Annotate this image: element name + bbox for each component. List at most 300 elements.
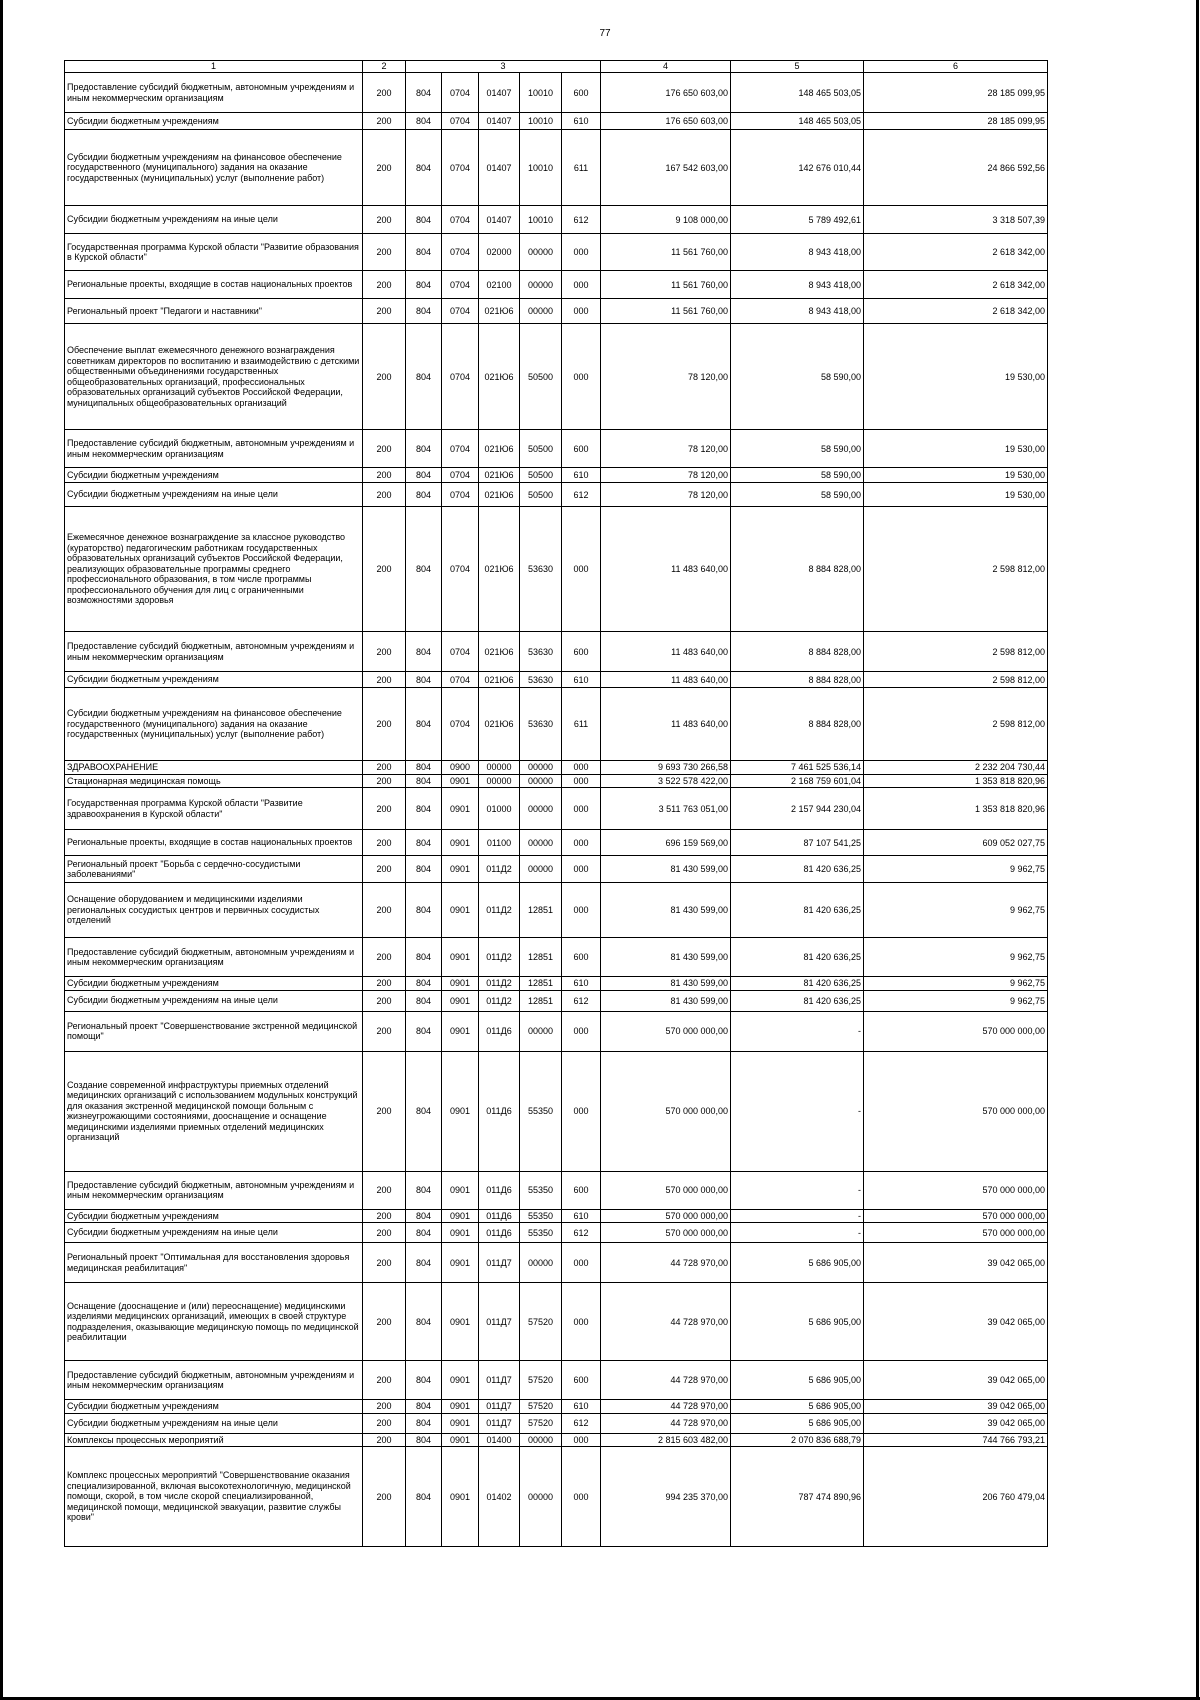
header-cell: 5 — [731, 61, 864, 73]
value-cell: 39 042 065,00 — [864, 1283, 1048, 1361]
code-cell: 200 — [363, 761, 406, 775]
code-cell: 021Ю6 — [479, 468, 520, 483]
code-cell: 01407 — [479, 206, 520, 234]
code-cell: 200 — [363, 938, 406, 977]
code-cell: 0704 — [442, 324, 479, 430]
row-name: Субсидии бюджетным учреждениям на иные цели — [65, 1413, 363, 1433]
value-cell: 11 561 760,00 — [601, 299, 731, 324]
code-cell: 0901 — [442, 1223, 479, 1243]
code-cell: 200 — [363, 206, 406, 234]
table-row — [65, 1433, 1048, 1447]
code-cell: 011Д6 — [479, 1209, 520, 1223]
table-row — [65, 672, 1048, 688]
code-cell: 57520 — [520, 1413, 562, 1433]
code-cell: 00000 — [520, 299, 562, 324]
code-cell: 600 — [562, 1171, 601, 1209]
code-cell: 0704 — [442, 113, 479, 130]
table-row — [65, 883, 1048, 938]
value-cell: 19 530,00 — [864, 430, 1048, 468]
row-name: Стационарная медицинская помощь — [65, 774, 363, 788]
value-cell: 81 430 599,00 — [601, 977, 731, 991]
code-cell: 000 — [562, 774, 601, 788]
value-cell: 44 728 970,00 — [601, 1400, 731, 1414]
table-row — [65, 1447, 1048, 1547]
code-cell: 01100 — [479, 830, 520, 856]
code-cell: 0704 — [442, 130, 479, 206]
code-cell: 804 — [406, 234, 442, 271]
value-cell: 44 728 970,00 — [601, 1283, 731, 1361]
value-cell: 58 590,00 — [731, 483, 864, 507]
value-cell: 81 430 599,00 — [601, 856, 731, 883]
code-cell: 200 — [363, 830, 406, 856]
table-row — [65, 130, 1048, 206]
value-cell: 78 120,00 — [601, 468, 731, 483]
code-cell: 00000 — [520, 830, 562, 856]
code-cell: 804 — [406, 883, 442, 938]
code-cell: 12851 — [520, 990, 562, 1011]
value-cell: 1 353 818 820,96 — [864, 774, 1048, 788]
code-cell: 000 — [562, 1283, 601, 1361]
value-cell: 8 884 828,00 — [731, 507, 864, 632]
code-cell: 200 — [363, 1051, 406, 1171]
code-cell: 804 — [406, 507, 442, 632]
code-cell: 200 — [363, 1209, 406, 1223]
header-cell: 6 — [864, 61, 1048, 73]
value-cell: 2 598 812,00 — [864, 632, 1048, 672]
code-cell: 53630 — [520, 632, 562, 672]
code-cell: 011Д2 — [479, 856, 520, 883]
value-cell: 744 766 793,21 — [864, 1433, 1048, 1447]
code-cell: 0901 — [442, 1413, 479, 1433]
code-cell: 200 — [363, 1400, 406, 1414]
value-cell: 2 598 812,00 — [864, 672, 1048, 688]
row-name: Субсидии бюджетным учреждениям на иные цели — [65, 483, 363, 507]
value-cell: 176 650 603,00 — [601, 73, 731, 113]
header-cell: 1 — [65, 61, 363, 73]
value-cell: 39 042 065,00 — [864, 1361, 1048, 1400]
table-row — [65, 206, 1048, 234]
value-cell: 81 430 599,00 — [601, 990, 731, 1011]
value-cell: 39 042 065,00 — [864, 1413, 1048, 1433]
row-name: Ежемесячное денежное вознаграждение за классное руководство (кураторство) педагогическим работникам государственных образовательных организаций субъектов Российской Федерации, реализующих образовательные программы среднего профессионального образования, в том числе программы профессионального обучения для лиц с ограниченными возможностями здоровья — [65, 507, 363, 632]
code-cell: 000 — [562, 507, 601, 632]
code-cell: 021Ю6 — [479, 688, 520, 761]
value-cell: 570 000 000,00 — [864, 1223, 1048, 1243]
code-cell: 000 — [562, 788, 601, 830]
code-cell: 610 — [562, 1209, 601, 1223]
value-cell: 5 686 905,00 — [731, 1413, 864, 1433]
code-cell: 0901 — [442, 1283, 479, 1361]
code-cell: 804 — [406, 299, 442, 324]
table-row — [65, 430, 1048, 468]
code-cell: 011Д6 — [479, 1051, 520, 1171]
code-cell: 804 — [406, 990, 442, 1011]
value-cell: 28 185 099,95 — [864, 113, 1048, 130]
row-name: Оснащение (дооснащение и (или) переоснащение) медицинскими изделиями медицинских организаций, имеющих в своей структуре подразделения, оказывающие медицинскую помощь по медицинской реабилитации — [65, 1283, 363, 1361]
code-cell: 00000 — [479, 761, 520, 775]
table-row — [65, 1171, 1048, 1209]
table-row — [65, 1223, 1048, 1243]
value-cell: 9 962,75 — [864, 856, 1048, 883]
code-cell: 804 — [406, 856, 442, 883]
code-cell: 200 — [363, 1243, 406, 1283]
code-cell: 200 — [363, 113, 406, 130]
code-cell: 804 — [406, 206, 442, 234]
code-cell: 804 — [406, 761, 442, 775]
value-cell: 609 052 027,75 — [864, 830, 1048, 856]
row-name: ЗДРАВООХРАНЕНИЕ — [65, 761, 363, 775]
code-cell: 200 — [363, 483, 406, 507]
code-cell: 200 — [363, 632, 406, 672]
code-cell: 011Д6 — [479, 1223, 520, 1243]
code-cell: 0704 — [442, 430, 479, 468]
row-name: Предоставление субсидий бюджетным, автономным учреждениям и иным некоммерческим организациям — [65, 938, 363, 977]
code-cell: 612 — [562, 990, 601, 1011]
value-cell: 148 465 503,05 — [731, 113, 864, 130]
header-cell: 3 — [406, 61, 601, 73]
value-cell: 44 728 970,00 — [601, 1243, 731, 1283]
code-cell: 804 — [406, 1361, 442, 1400]
code-cell: 01407 — [479, 113, 520, 130]
code-cell: 01402 — [479, 1447, 520, 1547]
value-cell: 570 000 000,00 — [864, 1051, 1048, 1171]
table-row — [65, 632, 1048, 672]
value-cell: - — [731, 1051, 864, 1171]
code-cell: 200 — [363, 1447, 406, 1547]
value-cell: 58 590,00 — [731, 468, 864, 483]
value-cell: 570 000 000,00 — [601, 1171, 731, 1209]
code-cell: 200 — [363, 271, 406, 299]
value-cell: 3 318 507,39 — [864, 206, 1048, 234]
code-cell: 12851 — [520, 883, 562, 938]
code-cell: 600 — [562, 632, 601, 672]
code-cell: 610 — [562, 1400, 601, 1414]
code-cell: 804 — [406, 430, 442, 468]
code-cell: 804 — [406, 1413, 442, 1433]
value-cell: 81 420 636,25 — [731, 856, 864, 883]
row-name: Субсидии бюджетным учреждениям на финансовое обеспечение государственного (муниципального) задания на оказание государственных (муниципальных) услуг (выполнение работ) — [65, 130, 363, 206]
value-cell: 142 676 010,44 — [731, 130, 864, 206]
value-cell: 2 157 944 230,04 — [731, 788, 864, 830]
code-cell: 200 — [363, 299, 406, 324]
code-cell: 011Д7 — [479, 1283, 520, 1361]
value-cell: 696 159 569,00 — [601, 830, 731, 856]
code-cell: 53630 — [520, 672, 562, 688]
value-cell: 2 815 603 482,00 — [601, 1433, 731, 1447]
code-cell: 804 — [406, 73, 442, 113]
code-cell: 611 — [562, 688, 601, 761]
value-cell: 1 353 818 820,96 — [864, 788, 1048, 830]
table-row — [65, 761, 1048, 775]
code-cell: 0901 — [442, 938, 479, 977]
code-cell: 804 — [406, 1433, 442, 1447]
code-cell: 000 — [562, 1433, 601, 1447]
value-cell: 2 598 812,00 — [864, 688, 1048, 761]
value-cell: 176 650 603,00 — [601, 113, 731, 130]
code-cell: 0704 — [442, 299, 479, 324]
value-cell: 7 461 525 536,14 — [731, 761, 864, 775]
value-cell: 9 108 000,00 — [601, 206, 731, 234]
value-cell: 19 530,00 — [864, 483, 1048, 507]
table-body — [65, 73, 1048, 1547]
code-cell: 200 — [363, 977, 406, 991]
code-cell: 0704 — [442, 483, 479, 507]
code-cell: 0900 — [442, 761, 479, 775]
code-cell: 10010 — [520, 130, 562, 206]
row-name: Региональные проекты, входящие в состав национальных проектов — [65, 830, 363, 856]
code-cell: 00000 — [479, 774, 520, 788]
table-row — [65, 688, 1048, 761]
value-cell: 9 962,75 — [864, 883, 1048, 938]
code-cell: 0901 — [442, 1433, 479, 1447]
code-cell: 200 — [363, 1413, 406, 1433]
value-cell: - — [731, 1209, 864, 1223]
code-cell: 804 — [406, 1243, 442, 1283]
value-cell: 58 590,00 — [731, 430, 864, 468]
code-cell: 00000 — [520, 271, 562, 299]
table-row — [65, 113, 1048, 130]
code-cell: 0901 — [442, 1361, 479, 1400]
code-cell: 804 — [406, 483, 442, 507]
code-cell: 804 — [406, 1209, 442, 1223]
code-cell: 200 — [363, 1361, 406, 1400]
row-name: Региональный проект "Борьба с сердечно-сосудистыми заболеваниями" — [65, 856, 363, 883]
value-cell: 570 000 000,00 — [864, 1209, 1048, 1223]
code-cell: 804 — [406, 830, 442, 856]
code-cell: 02100 — [479, 271, 520, 299]
value-cell: - — [731, 1011, 864, 1051]
code-cell: 804 — [406, 271, 442, 299]
value-cell: 570 000 000,00 — [864, 1011, 1048, 1051]
code-cell: 200 — [363, 990, 406, 1011]
code-cell: 200 — [363, 507, 406, 632]
code-cell: 55350 — [520, 1171, 562, 1209]
code-cell: 600 — [562, 430, 601, 468]
value-cell: 81 420 636,25 — [731, 977, 864, 991]
table-row — [65, 1413, 1048, 1433]
table-row — [65, 324, 1048, 430]
code-cell: 804 — [406, 324, 442, 430]
code-cell: 610 — [562, 977, 601, 991]
code-cell: 200 — [363, 1171, 406, 1209]
row-name: Субсидии бюджетным учреждениям — [65, 977, 363, 991]
budget-table — [64, 60, 1048, 1547]
value-cell: 81 420 636,25 — [731, 990, 864, 1011]
table-row — [65, 990, 1048, 1011]
value-cell: 570 000 000,00 — [601, 1051, 731, 1171]
table-row — [65, 1243, 1048, 1283]
value-cell: 44 728 970,00 — [601, 1361, 731, 1400]
code-cell: 000 — [562, 234, 601, 271]
code-cell: 804 — [406, 688, 442, 761]
code-cell: 02000 — [479, 234, 520, 271]
row-name: Субсидии бюджетным учреждениям — [65, 672, 363, 688]
value-cell: 8 943 418,00 — [731, 271, 864, 299]
row-name: Региональный проект "Совершенствование экстренной медицинской помощи" — [65, 1011, 363, 1051]
value-cell: 2 232 204 730,44 — [864, 761, 1048, 775]
code-cell: 611 — [562, 130, 601, 206]
value-cell: 9 693 730 266,58 — [601, 761, 731, 775]
code-cell: 0901 — [442, 1171, 479, 1209]
row-name: Комплексы процессных мероприятий — [65, 1433, 363, 1447]
code-cell: 0704 — [442, 507, 479, 632]
header-row — [65, 61, 1048, 73]
page-number: 77 — [599, 28, 611, 39]
value-cell: 2 618 342,00 — [864, 271, 1048, 299]
value-cell: 8 943 418,00 — [731, 299, 864, 324]
value-cell: 994 235 370,00 — [601, 1447, 731, 1547]
value-cell: 8 884 828,00 — [731, 632, 864, 672]
code-cell: 804 — [406, 1051, 442, 1171]
code-cell: 00000 — [520, 761, 562, 775]
code-cell: 021Ю6 — [479, 672, 520, 688]
code-cell: 0704 — [442, 206, 479, 234]
value-cell: 81 430 599,00 — [601, 883, 731, 938]
value-cell: 2 598 812,00 — [864, 507, 1048, 632]
table-row — [65, 73, 1048, 113]
value-cell: 78 120,00 — [601, 324, 731, 430]
value-cell: 5 686 905,00 — [731, 1283, 864, 1361]
value-cell: 570 000 000,00 — [601, 1209, 731, 1223]
code-cell: 200 — [363, 1223, 406, 1243]
value-cell: 5 686 905,00 — [731, 1243, 864, 1283]
code-cell: 000 — [562, 1011, 601, 1051]
code-cell: 57520 — [520, 1400, 562, 1414]
code-cell: 10010 — [520, 73, 562, 113]
code-cell: 804 — [406, 1223, 442, 1243]
code-cell: 50500 — [520, 468, 562, 483]
code-cell: 0901 — [442, 1209, 479, 1223]
row-name: Комплекс процессных мероприятий "Совершенствование оказания специализированной, включая высокотехнологичную, медицинской помощи, скорой, в том числе скорой специализированной, медицинской помощи, медицинской эвакуации, развитие службы крови" — [65, 1447, 363, 1547]
value-cell: 2 070 836 688,79 — [731, 1433, 864, 1447]
value-cell: 9 962,75 — [864, 990, 1048, 1011]
code-cell: 600 — [562, 1361, 601, 1400]
code-cell: 021Ю6 — [479, 632, 520, 672]
table-row — [65, 830, 1048, 856]
code-cell: 021Ю6 — [479, 507, 520, 632]
value-cell: 8 943 418,00 — [731, 234, 864, 271]
code-cell: 804 — [406, 468, 442, 483]
value-cell: 78 120,00 — [601, 430, 731, 468]
code-cell: 011Д7 — [479, 1243, 520, 1283]
code-cell: 01407 — [479, 73, 520, 113]
code-cell: 804 — [406, 113, 442, 130]
table-row — [65, 483, 1048, 507]
value-cell: 11 561 760,00 — [601, 271, 731, 299]
code-cell: 57520 — [520, 1361, 562, 1400]
code-cell: 0901 — [442, 1447, 479, 1547]
table-row — [65, 507, 1048, 632]
table-row — [65, 774, 1048, 788]
code-cell: 0901 — [442, 977, 479, 991]
code-cell: 804 — [406, 1171, 442, 1209]
code-cell: 00000 — [520, 1011, 562, 1051]
code-cell: 0901 — [442, 1051, 479, 1171]
code-cell: 200 — [363, 1433, 406, 1447]
code-cell: 600 — [562, 73, 601, 113]
code-cell: 00000 — [520, 1447, 562, 1547]
value-cell: 44 728 970,00 — [601, 1413, 731, 1433]
code-cell: 200 — [363, 468, 406, 483]
code-cell: 610 — [562, 113, 601, 130]
code-cell: 804 — [406, 938, 442, 977]
code-cell: 200 — [363, 856, 406, 883]
table-row — [65, 1283, 1048, 1361]
value-cell: 5 789 492,61 — [731, 206, 864, 234]
code-cell: 021Ю6 — [479, 299, 520, 324]
value-cell: 78 120,00 — [601, 483, 731, 507]
value-cell: 81 420 636,25 — [731, 883, 864, 938]
code-cell: 021Ю6 — [479, 483, 520, 507]
row-name: Региональный проект "Педагоги и наставники" — [65, 299, 363, 324]
value-cell: 5 686 905,00 — [731, 1400, 864, 1414]
value-cell: 11 483 640,00 — [601, 507, 731, 632]
code-cell: 00000 — [520, 1433, 562, 1447]
code-cell: 000 — [562, 271, 601, 299]
code-cell: 011Д6 — [479, 1171, 520, 1209]
value-cell: 9 962,75 — [864, 977, 1048, 991]
code-cell: 0704 — [442, 73, 479, 113]
code-cell: 01000 — [479, 788, 520, 830]
code-cell: 01400 — [479, 1433, 520, 1447]
code-cell: 000 — [562, 830, 601, 856]
table-row — [65, 1209, 1048, 1223]
code-cell: 0901 — [442, 883, 479, 938]
row-name: Региональный проект "Оптимальная для восстановления здоровья медицинская реабилитация" — [65, 1243, 363, 1283]
code-cell: 000 — [562, 883, 601, 938]
code-cell: 0704 — [442, 271, 479, 299]
value-cell: 8 884 828,00 — [731, 672, 864, 688]
value-cell: 81 430 599,00 — [601, 938, 731, 977]
value-cell: 19 530,00 — [864, 324, 1048, 430]
value-cell: 11 483 640,00 — [601, 688, 731, 761]
code-cell: 011Д6 — [479, 1011, 520, 1051]
code-cell: 011Д2 — [479, 938, 520, 977]
code-cell: 12851 — [520, 977, 562, 991]
value-cell: 11 483 640,00 — [601, 672, 731, 688]
code-cell: 200 — [363, 324, 406, 430]
table-row — [65, 938, 1048, 977]
code-cell: 200 — [363, 1283, 406, 1361]
code-cell: 55350 — [520, 1209, 562, 1223]
code-cell: 00000 — [520, 1243, 562, 1283]
table-row — [65, 1361, 1048, 1400]
row-name: Региональные проекты, входящие в состав национальных проектов — [65, 271, 363, 299]
table-row — [65, 856, 1048, 883]
code-cell: 0901 — [442, 1243, 479, 1283]
value-cell: 2 168 759 601,04 — [731, 774, 864, 788]
code-cell: 021Ю6 — [479, 324, 520, 430]
code-cell: 200 — [363, 774, 406, 788]
value-cell: 24 866 592,56 — [864, 130, 1048, 206]
row-name: Субсидии бюджетным учреждениям на иные цели — [65, 990, 363, 1011]
row-name: Государственная программа Курской области "Развитие здравоохранения в Курской области" — [65, 788, 363, 830]
code-cell: 10010 — [520, 113, 562, 130]
value-cell: 148 465 503,05 — [731, 73, 864, 113]
value-cell: 87 107 541,25 — [731, 830, 864, 856]
value-cell: 5 686 905,00 — [731, 1361, 864, 1400]
code-cell: 021Ю6 — [479, 430, 520, 468]
row-name: Государственная программа Курской области "Развитие образования в Курской области" — [65, 234, 363, 271]
row-name: Субсидии бюджетным учреждениям — [65, 1400, 363, 1414]
table-row — [65, 299, 1048, 324]
table-row — [65, 1400, 1048, 1414]
code-cell: 011Д7 — [479, 1400, 520, 1414]
code-cell: 200 — [363, 883, 406, 938]
value-cell: 787 474 890,96 — [731, 1447, 864, 1547]
code-cell: 804 — [406, 1283, 442, 1361]
code-cell: 000 — [562, 1243, 601, 1283]
